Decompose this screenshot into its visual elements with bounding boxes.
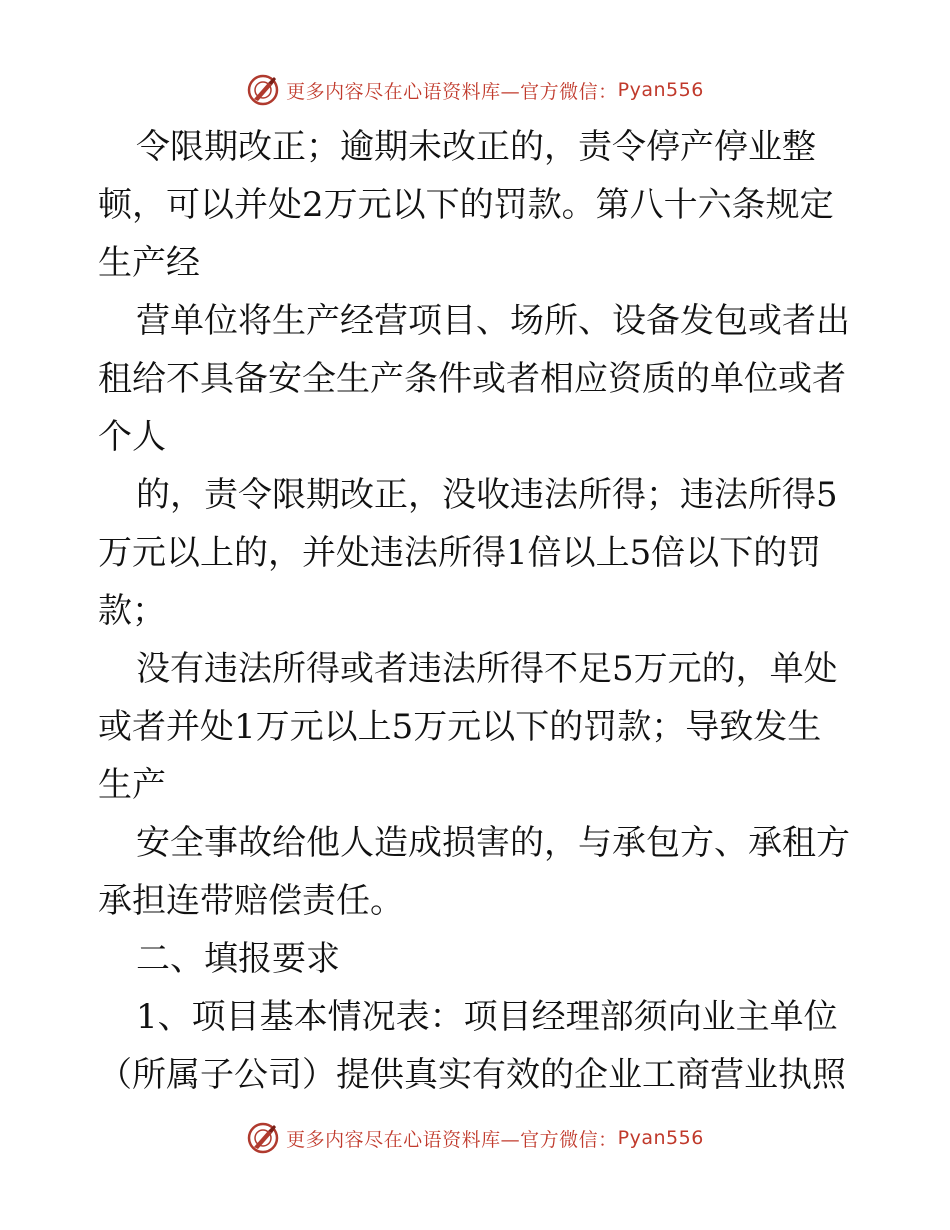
pen-logo-icon: [246, 73, 280, 107]
body-text-line: 营单位将生产经营项目、场所、设备发包或者出: [136, 301, 850, 341]
header-watermark-text: 更多内容尽在心语资料库—官方微信：: [286, 80, 618, 103]
body-text-line: 令限期改正；逾期未改正的，责令停产停业整: [136, 127, 816, 167]
body-text-line: 二、填报要求: [136, 939, 340, 979]
body-text-line: 款；: [98, 591, 166, 631]
body-text-line: 1、项目基本情况表：项目经理部须向业主单位: [136, 997, 838, 1037]
body-text-line: 顿，可以并处2万元以下的罚款。第八十六条规定: [98, 185, 834, 225]
body-text-line: 万元以上的，并处违法所得1倍以上5倍以下的罚: [98, 533, 822, 573]
header-watermark: [0, 70, 950, 110]
footer-watermark: [0, 1118, 950, 1158]
body-text-line: 生产经: [98, 243, 200, 283]
body-text-line: （所属子公司）提供真实有效的企业工商营业执照: [98, 1055, 846, 1095]
body-text-line: 租给不具备安全生产条件或者相应资质的单位或者: [98, 359, 846, 399]
body-text-line: 安全事故给他人造成损害的，与承包方、承租方: [136, 823, 850, 863]
footer-wechat-id: Pyan556: [617, 1127, 704, 1149]
body-text-line: 个人: [98, 417, 166, 457]
body-text-line: 没有违法所得或者违法所得不足5万元的，单处: [136, 649, 838, 689]
footer-watermark-text: 更多内容尽在心语资料库—官方微信：: [286, 1128, 618, 1151]
body-text-line: 或者并处1万元以上5万元以下的罚款；导致发生: [98, 707, 822, 747]
body-text-line: 生产: [98, 765, 166, 805]
header-wechat-id: Pyan556: [617, 79, 704, 101]
body-text-line: 承担连带赔偿责任。: [98, 881, 404, 921]
pen-logo-icon: [246, 1121, 280, 1155]
body-text-line: 的，责令限期改正，没收违法所得；违法所得5: [136, 475, 838, 515]
document-body: [98, 118, 858, 1104]
